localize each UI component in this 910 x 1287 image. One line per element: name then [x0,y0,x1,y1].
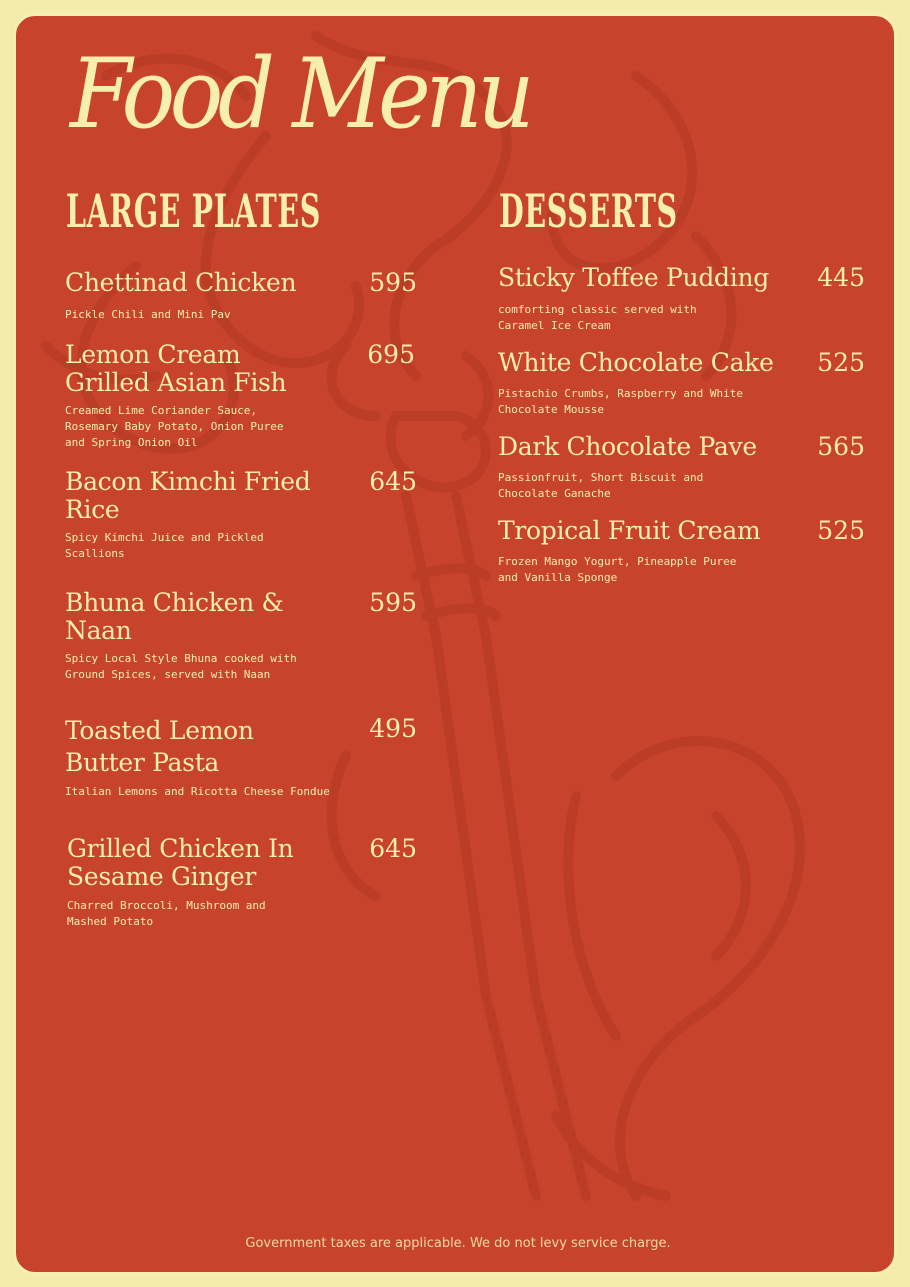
item-price: 495 [369,714,417,743]
item-description: Frozen Mango Yogurt, Pineapple Puree and Vanilla Sponge [498,555,737,584]
item-description: Charred Broccoli, Mushroom and Mashed Potato [67,899,266,928]
item-description: Creamed Lime Coriander Sauce, Rosemary Baby Potato, Onion Puree and Spring Onion Oil [65,404,284,449]
item-price: 595 [369,588,417,617]
item-price: 525 [817,348,865,377]
item-description: comforting classic served with Caramel Ice Cream [498,303,697,332]
footer-note: Government taxes are applicable. We do not levy service charge. [245,1236,671,1251]
desserts-heading: DESSERTS [499,184,678,238]
item-name: Bacon Kimchi Fried Rice [65,467,311,524]
item-description: Pickle Chili and Mini Pav [65,308,231,321]
item-description: Pistachio Crumbs, Raspberry and White Chocolate Mousse [498,387,744,416]
item-name: Tropical Fruit Cream [498,516,761,545]
item-name: Lemon Cream Grilled Asian Fish [65,340,287,397]
item-name: White Chocolate Cake [498,348,774,377]
item-description: Spicy Kimchi Juice and Pickled Scallions [65,531,264,560]
menu-title: Food Menu [70,38,530,150]
menu-card [13,13,897,1275]
item-name: Chettinad Chicken [65,268,297,297]
item-price: 445 [817,263,865,292]
item-description: Passionfruit, Short Biscuit and Chocolate Ganache [498,471,704,500]
item-name: Dark Chocolate Pave [498,432,757,461]
large-plates-heading: LARGE PLATES [66,184,321,238]
item-price: 645 [369,834,417,863]
item-price: 565 [817,432,865,461]
item-price: 525 [817,516,865,545]
item-price: 595 [369,268,417,297]
item-description: Italian Lemons and Ricotta Cheese Fondue [65,785,330,798]
item-name: Grilled Chicken In Sesame Ginger [67,834,294,891]
item-name: Toasted Lemon Butter Pasta [65,716,254,777]
item-price: 695 [367,340,415,369]
item-price: 645 [369,467,417,496]
item-name: Bhuna Chicken & Naan [65,588,284,645]
item-description: Spicy Local Style Bhuna cooked with Ground Spices, served with Naan [65,652,297,681]
item-name: Sticky Toffee Pudding [498,263,769,292]
